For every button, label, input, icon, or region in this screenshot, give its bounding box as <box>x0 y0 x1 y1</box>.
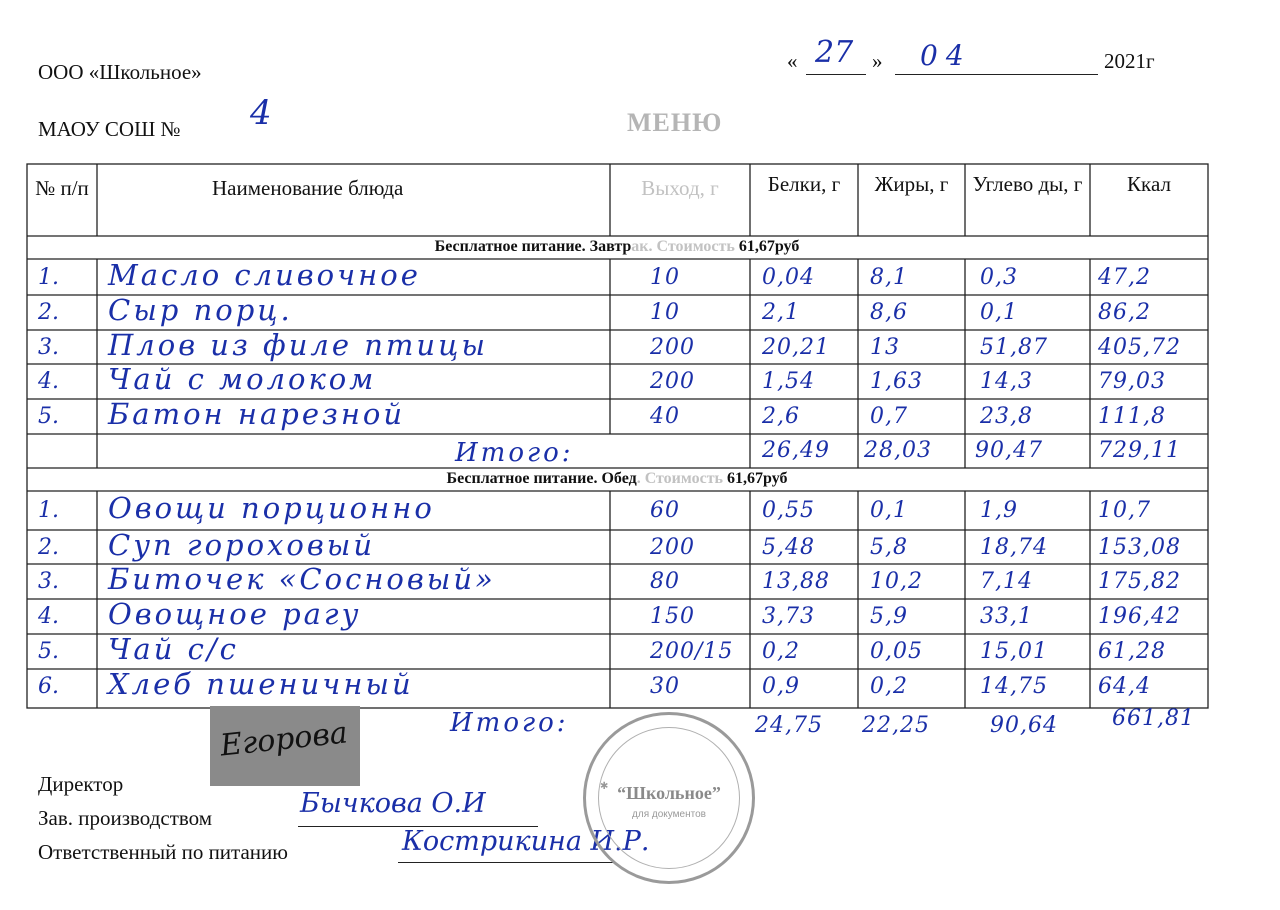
nutrition-signature-line <box>398 862 613 863</box>
lunch-protein-value: 5,48 <box>762 535 815 560</box>
breakfast-kcal-value: 86,2 <box>1098 300 1151 325</box>
date-open-quote: « <box>787 49 798 73</box>
nutrition-label: Ответственный по питанию <box>38 840 288 864</box>
breakfast-dish-name: Чай с молоком <box>108 362 377 396</box>
lunch-fat-value: 5,9 <box>870 604 908 629</box>
lunch-fat-value: 0,1 <box>870 498 908 523</box>
director-label: Директор <box>38 772 124 796</box>
lunch-protein-value: 0,9 <box>762 674 800 699</box>
lunch-row-number: 1. <box>38 498 59 523</box>
date-day: 27 <box>815 35 854 70</box>
breakfast-kcal-value: 111,8 <box>1098 404 1166 429</box>
date-month: 04 <box>920 39 972 72</box>
production-signature: Бычкова О.И <box>300 788 486 819</box>
lunch-row-number: 4. <box>38 604 59 629</box>
breakfast-kcal-value: 405,72 <box>1098 335 1181 360</box>
breakfast-fat-value: 8,6 <box>870 300 908 325</box>
lunch-yield-value: 60 <box>650 498 680 523</box>
lunch-yield-value: 30 <box>650 674 680 699</box>
breakfast-carbs-value: 14,3 <box>980 369 1033 394</box>
lunch-kcal-value: 175,82 <box>1098 569 1181 594</box>
lunch-row-number: 5. <box>38 639 59 664</box>
col-header-name: Наименование блюда <box>212 176 404 200</box>
breakfast-carbs-value: 0,3 <box>980 265 1018 290</box>
col-header-protein: Белки, г <box>767 172 841 196</box>
director-signature-image: Егорова <box>210 706 360 786</box>
lunch-kcal-value: 10,7 <box>1098 498 1151 523</box>
lunch-protein-value: 0,2 <box>762 639 800 664</box>
breakfast-fat-value: 0,7 <box>870 404 908 429</box>
lunch-kcal-value: 61,28 <box>1098 639 1166 664</box>
lunch-yield-value: 200 <box>650 535 695 560</box>
breakfast-total-carbs: 90,47 <box>975 438 1043 463</box>
school-number: 4 <box>250 93 272 133</box>
lunch-kcal-value: 196,42 <box>1098 604 1181 629</box>
lunch-row-number: 2. <box>38 535 59 560</box>
breakfast-yield-value: 200 <box>650 335 695 360</box>
lunch-section-title: Бесплатное питание. Обед. Стоимость 61,67руб <box>446 470 788 487</box>
date-month-line <box>895 74 1098 75</box>
lunch-dish-name: Суп гороховый <box>108 528 376 562</box>
breakfast-row-number: 1. <box>38 265 59 290</box>
lunch-carbs-value: 33,1 <box>980 604 1033 629</box>
col-header-num: № п/п <box>35 176 89 200</box>
nutrition-signature: Кострикина И.Р. <box>402 826 650 857</box>
lunch-dish-name: Хлеб пшеничный <box>108 667 414 701</box>
lunch-carbs-value: 14,75 <box>980 674 1048 699</box>
lunch-carbs-value: 7,14 <box>980 569 1033 594</box>
breakfast-protein-value: 0,04 <box>762 265 815 290</box>
lunch-dish-name: Биточек «Сосновый» <box>108 562 496 596</box>
lunch-fat-value: 10,2 <box>870 569 923 594</box>
date-year: 2021г <box>1104 49 1155 73</box>
breakfast-dish-name: Сыр порц. <box>108 293 293 327</box>
lunch-kcal-value: 153,08 <box>1098 535 1181 560</box>
breakfast-protein-value: 1,54 <box>762 369 815 394</box>
lunch-row-number: 6. <box>38 674 59 699</box>
lunch-total-label: Итого: <box>450 708 569 738</box>
lunch-protein-value: 3,73 <box>762 604 815 629</box>
lunch-row-number: 3. <box>38 569 59 594</box>
breakfast-yield-value: 10 <box>650 300 680 325</box>
lunch-protein-value: 13,88 <box>762 569 830 594</box>
breakfast-dish-name: Батон нарезной <box>108 397 406 431</box>
col-header-kcal: Ккал <box>1127 172 1171 196</box>
lunch-carbs-value: 1,9 <box>980 498 1018 523</box>
lunch-dish-name: Чай с/с <box>108 632 239 666</box>
lunch-protein-value: 0,55 <box>762 498 815 523</box>
lunch-carbs-value: 18,74 <box>980 535 1048 560</box>
lunch-carbs-value: 15,01 <box>980 639 1048 664</box>
organization-name: ООО «Школьное» <box>38 60 202 84</box>
breakfast-yield-value: 200 <box>650 369 695 394</box>
lunch-total-kcal: 661,81 <box>1112 706 1195 731</box>
lunch-fat-value: 5,8 <box>870 535 908 560</box>
breakfast-fat-value: 1,63 <box>870 369 923 394</box>
breakfast-kcal-value: 79,03 <box>1098 369 1166 394</box>
breakfast-total-fat: 28,03 <box>864 438 932 463</box>
lunch-total-fat: 22,25 <box>862 713 930 738</box>
lunch-total-carbs: 90,64 <box>990 713 1058 738</box>
lunch-total-protein: 24,75 <box>755 713 823 738</box>
breakfast-kcal-value: 47,2 <box>1098 265 1151 290</box>
breakfast-yield-value: 10 <box>650 265 680 290</box>
breakfast-row-number: 4. <box>38 369 59 394</box>
breakfast-row-number: 5. <box>38 404 59 429</box>
breakfast-row-number: 2. <box>38 300 59 325</box>
organization-stamp: ✱ “Школьное” для документов <box>583 712 755 884</box>
menu-title-watermark: МЕНЮ <box>627 108 723 137</box>
date-day-line <box>806 74 866 75</box>
col-header-yield: Выход, г <box>641 176 719 200</box>
lunch-dish-name: Овощи порционно <box>108 491 435 525</box>
breakfast-total-protein: 26,49 <box>762 438 830 463</box>
production-label: Зав. производством <box>38 806 213 830</box>
breakfast-protein-value: 20,21 <box>762 335 830 360</box>
lunch-dish-name: Овощное рагу <box>108 597 362 631</box>
breakfast-total-label: Итого: <box>455 438 574 468</box>
breakfast-total-kcal: 729,11 <box>1098 438 1181 463</box>
lunch-yield-value: 80 <box>650 569 680 594</box>
lunch-yield-value: 200/15 <box>650 639 734 664</box>
lunch-yield-value: 150 <box>650 604 695 629</box>
breakfast-section-title: Бесплатное питание. Завтрак. Стоимость 61,67руб <box>434 238 800 255</box>
lunch-kcal-value: 64,4 <box>1098 674 1151 699</box>
breakfast-protein-value: 2,1 <box>762 300 800 325</box>
breakfast-fat-value: 8,1 <box>870 265 908 290</box>
breakfast-carbs-value: 51,87 <box>980 335 1048 360</box>
col-header-carbs: Углево ды, г <box>972 172 1083 196</box>
breakfast-fat-value: 13 <box>870 335 900 360</box>
date-close-quote: » <box>872 49 883 73</box>
breakfast-carbs-value: 23,8 <box>980 404 1033 429</box>
col-header-fat: Жиры, г <box>874 172 949 196</box>
lunch-fat-value: 0,05 <box>870 639 923 664</box>
breakfast-yield-value: 40 <box>650 404 680 429</box>
school-label: МАОУ СОШ № <box>38 117 181 141</box>
lunch-fat-value: 0,2 <box>870 674 908 699</box>
breakfast-row-number: 3. <box>38 335 59 360</box>
breakfast-dish-name: Плов из филе птицы <box>108 328 488 362</box>
breakfast-dish-name: Масло сливочное <box>108 258 421 292</box>
breakfast-protein-value: 2,6 <box>762 404 800 429</box>
breakfast-carbs-value: 0,1 <box>980 300 1018 325</box>
